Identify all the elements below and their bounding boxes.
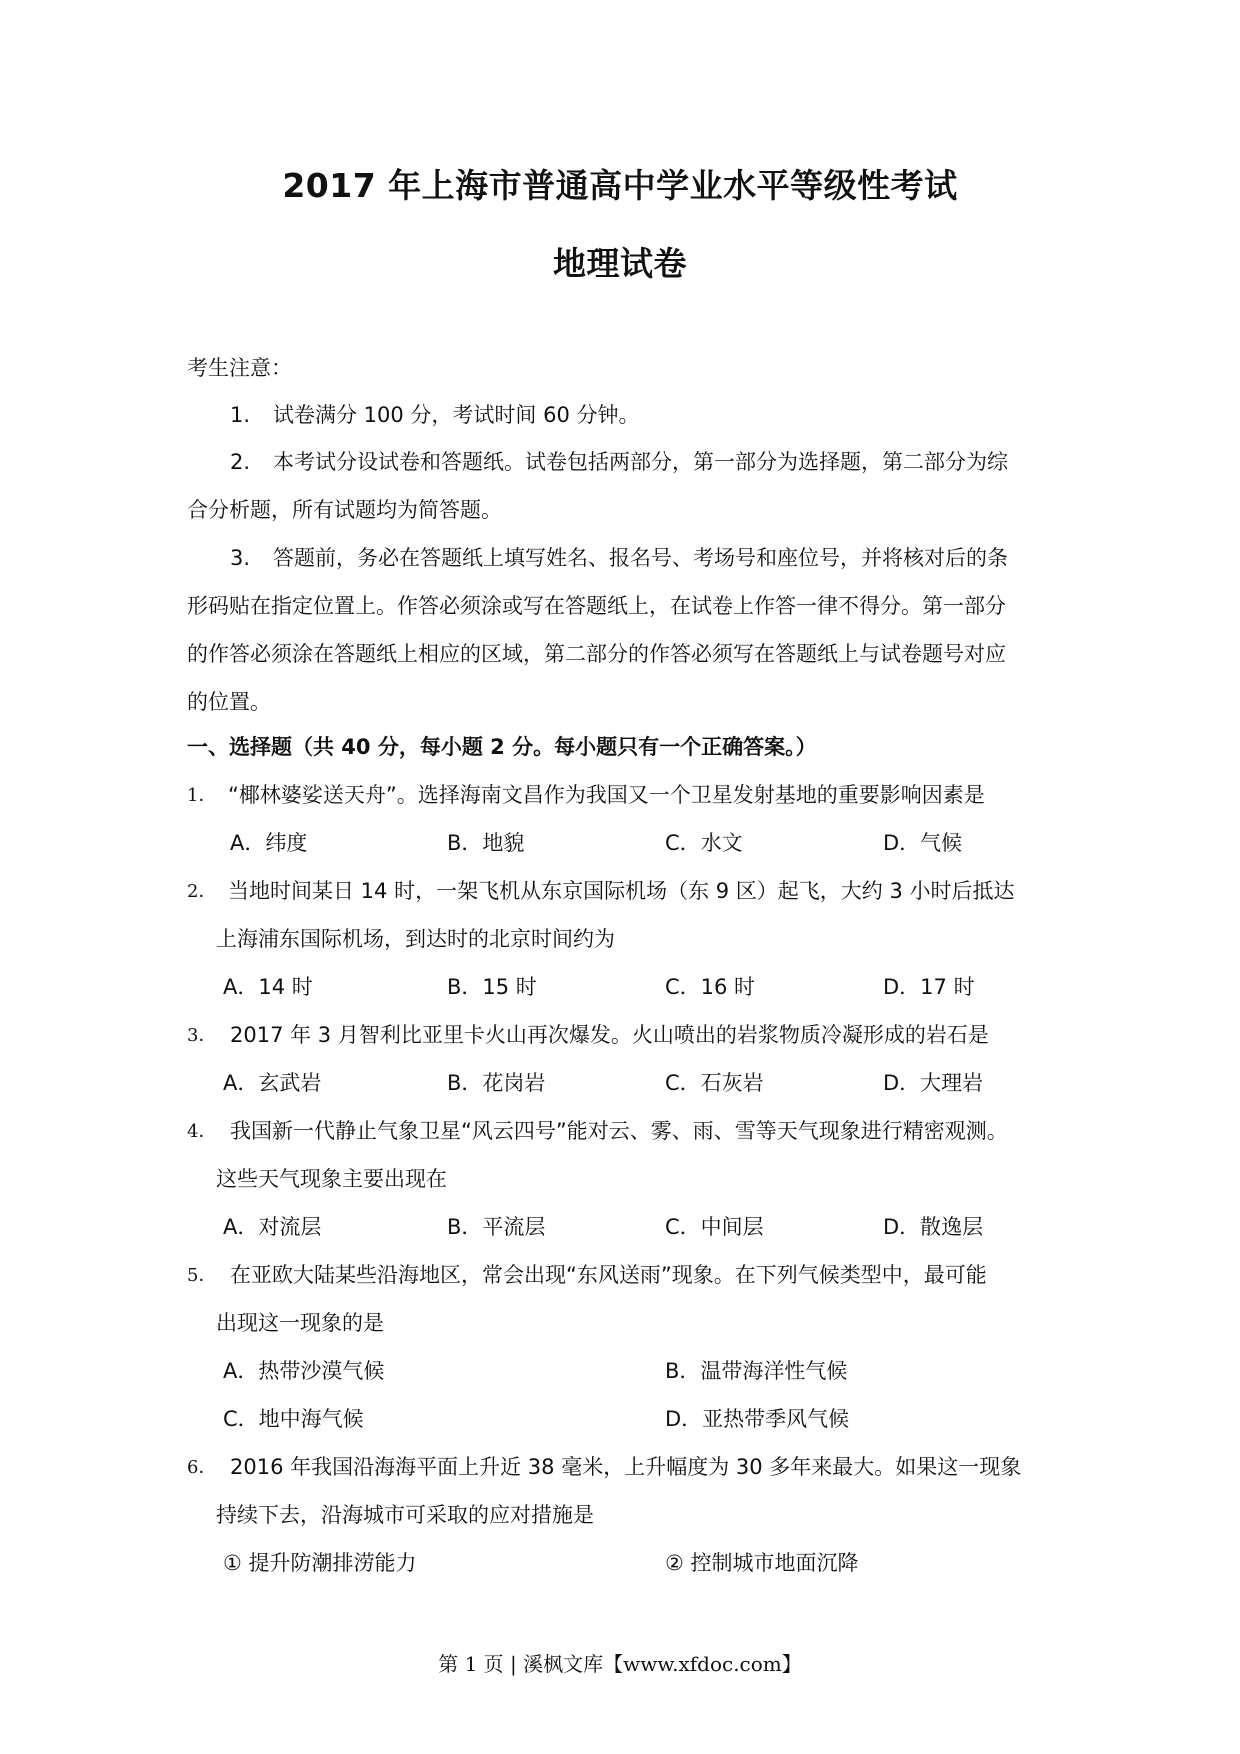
question-number: 3． [187, 1025, 217, 1046]
notice-item-text: 试卷满分 100 分，考试时间 60 分钟。 [273, 403, 640, 427]
question-stem: 上海浦东国际机场，到达时的北京时间约为 [216, 927, 615, 951]
notice-item-text: 的位置。 [187, 690, 271, 714]
question-number: 1． [187, 785, 217, 806]
question-stem: 持续下去，沿海城市可采取的应对措施是 [216, 1503, 594, 1527]
question-number: 5． [187, 1265, 217, 1286]
question-option: A．14 时 [223, 975, 313, 999]
notice-item-number: 1. [230, 403, 251, 427]
notice-item-text: 答题前，务必在答题纸上填写姓名、报名号、考场号和座位号，并将核对后的条 [273, 546, 1008, 570]
exam-title: 2017 年上海市普通高中学业水平等级性考试 [282, 166, 958, 205]
question-option: ① 提升防潮排涝能力 [223, 1551, 417, 1575]
question-number: 2． [187, 881, 217, 902]
question-stem: 2017 年 3 月智利比亚里卡火山再次爆发。火山喷出的岩浆物质冷凝形成的岩石是 [230, 1023, 989, 1047]
notice-item-text: 合分析题，所有试题均为简答题。 [187, 498, 502, 522]
question-option: D．17 时 [883, 975, 975, 999]
question-option: B．温带海洋性气候 [665, 1359, 848, 1383]
question-option: C．16 时 [665, 975, 756, 999]
notice-heading: 考生注意： [187, 356, 292, 380]
question-option: C．中间层 [665, 1215, 764, 1239]
question-option: ② 控制城市地面沉降 [665, 1551, 859, 1575]
question-stem: “椰林婆娑送天舟”。选择海南文昌作为我国又一个卫星发射基地的重要影响因素是 [228, 783, 985, 807]
exam-subtitle: 地理试卷 [553, 244, 687, 283]
question-option: D．大理岩 [883, 1071, 984, 1095]
section-heading: 一、选择题（共 40 分，每小题 2 分。每小题只有一个正确答案。） [187, 735, 817, 759]
question-option: D．散逸层 [883, 1215, 984, 1239]
question-stem: 在亚欧大陆某些沿海地区，常会出现“东风送雨”现象。在下列气候类型中，最可能 [230, 1263, 987, 1287]
question-option: B．地貌 [447, 831, 525, 855]
question-option: C．石灰岩 [665, 1071, 764, 1095]
question-stem: 这些天气现象主要出现在 [216, 1167, 447, 1191]
notice-item-number: 3. [230, 546, 251, 570]
question-option: B．15 时 [447, 975, 537, 999]
question-option: B．平流层 [447, 1215, 546, 1239]
question-number: 6． [187, 1457, 217, 1478]
question-number: 4． [187, 1121, 217, 1142]
notice-item-text: 本考试分设试卷和答题纸。试卷包括两部分，第一部分为选择题，第二部分为综 [273, 450, 1008, 474]
question-option: A．热带沙漠气候 [223, 1359, 385, 1383]
question-option: C．水文 [665, 831, 743, 855]
notice-item-number: 2. [230, 450, 251, 474]
question-option: D．亚热带季风气候 [665, 1407, 850, 1431]
question-stem: 出现这一现象的是 [216, 1311, 384, 1335]
question-option: B．花岗岩 [447, 1071, 546, 1095]
question-stem: 2016 年我国沿海海平面上升近 38 毫米，上升幅度为 30 多年来最大。如果这一现象 [230, 1455, 1022, 1479]
question-option: A．玄武岩 [223, 1071, 322, 1095]
question-stem: 我国新一代静止气象卫星“风云四号”能对云、雾、雨、雪等天气现象进行精密观测。 [230, 1119, 1008, 1143]
question-stem: 当地时间某日 14 时，一架飞机从东京国际机场（东 9 区）起飞，大约 3 小时后抵达 [228, 879, 1015, 903]
question-option: A．对流层 [223, 1215, 322, 1239]
notice-item-text: 形码贴在指定位置上。作答必须涂或写在答题纸上，在试卷上作答一律不得分。第一部分 [187, 594, 1006, 618]
notice-item-text: 的作答必须涂在答题纸上相应的区域，第二部分的作答必须写在答题纸上与试卷题号对应 [187, 642, 1006, 666]
page-footer: 第 1 页 | 溪枫文库【www.xfdoc.com】 [438, 1652, 802, 1676]
question-option: D．气候 [883, 831, 963, 855]
question-option: C．地中海气候 [223, 1407, 364, 1431]
question-option: A．纬度 [230, 831, 308, 855]
